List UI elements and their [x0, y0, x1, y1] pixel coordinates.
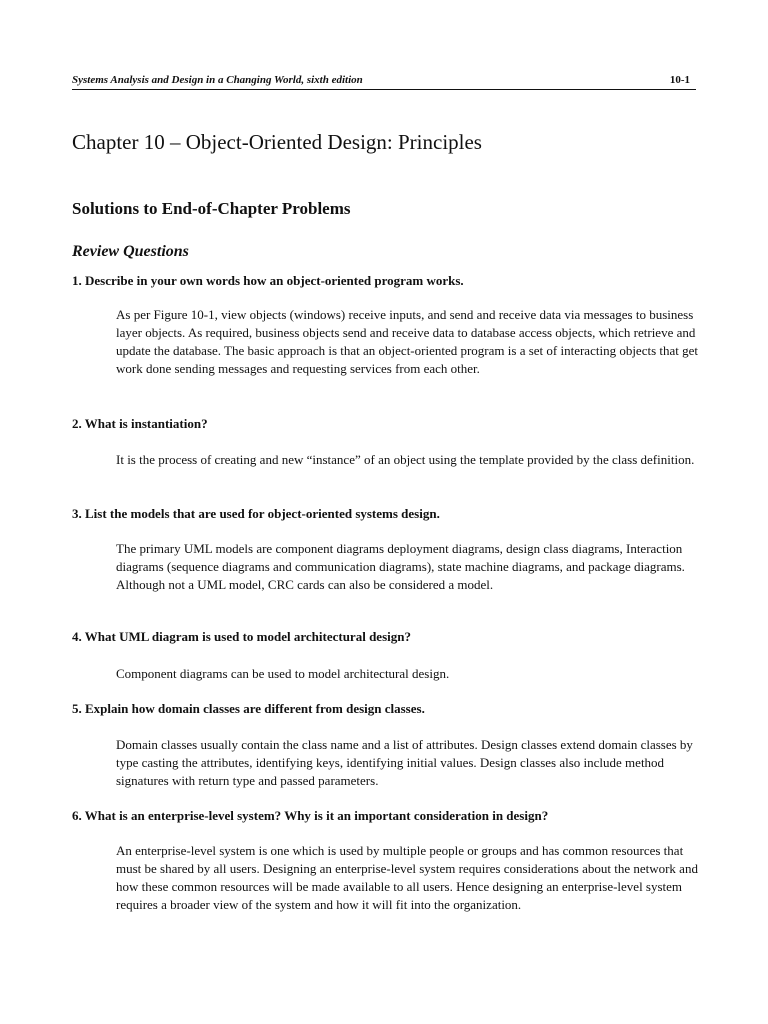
chapter-title: Chapter 10 – Object-Oriented Design: Principles: [72, 130, 482, 154]
page-number: 10-1: [669, 74, 690, 86]
answer-4: Component diagrams can be used to model architectural design.: [116, 666, 450, 681]
question-1: 1. Describe in your own words how an object-oriented program works.: [72, 273, 464, 288]
page-header: [72, 73, 696, 90]
subsection-title: Review Questions: [72, 243, 189, 260]
question-4: 4. What UML diagram is used to model architectural design?: [72, 629, 411, 644]
question-5: 5. Explain how domain classes are different from design classes.: [72, 701, 425, 716]
answer-6: An enterprise-level system is one which is used by multiple people or groups and has common resources that must be shared by all users. Designing an enterprise-level system requires considerations about the network and how these common resources will be made available to all users. Hence designing an enterprise-level system requires a broader view of the system and how it will fit into the organization.: [116, 843, 698, 912]
book-title: Systems Analysis and Design in a Changing World, sixth edition: [72, 74, 363, 86]
section-title: Solutions to End-of-Chapter Problems: [72, 199, 351, 218]
answer-5: Domain classes usually contain the class name and a list of attributes. Design classes extend domain classes by type casting the attributes, identifying keys, identifying initial values. Design classes also include method signatures with return type and passed parameters.: [116, 737, 693, 788]
question-3: 3. List the models that are used for object-oriented systems design.: [72, 506, 440, 521]
answer-3: The primary UML models are component diagrams deployment diagrams, design class diagrams, Interaction diagrams (sequence diagrams and communication diagrams), state machine diagrams, and package diagrams. Although not a UML model, CRC cards can also be considered a model.: [116, 541, 685, 592]
question-2: 2. What is instantiation?: [72, 416, 208, 431]
answer-2: It is the process of creating and new “instance” of an object using the template provided by the class definition.: [116, 452, 695, 467]
answer-1: As per Figure 10-1, view objects (windows) receive inputs, and send and receive data via messages to business layer objects. As required, business objects send and receive data to database access objects, which retrieve and update the database. The basic approach is that an object-oriented program is a set of interacting objects that get work done sending messages and requesting services from each other.: [116, 307, 699, 376]
question-6: 6. What is an enterprise-level system? Why is it an important consideration in design?: [72, 808, 549, 823]
